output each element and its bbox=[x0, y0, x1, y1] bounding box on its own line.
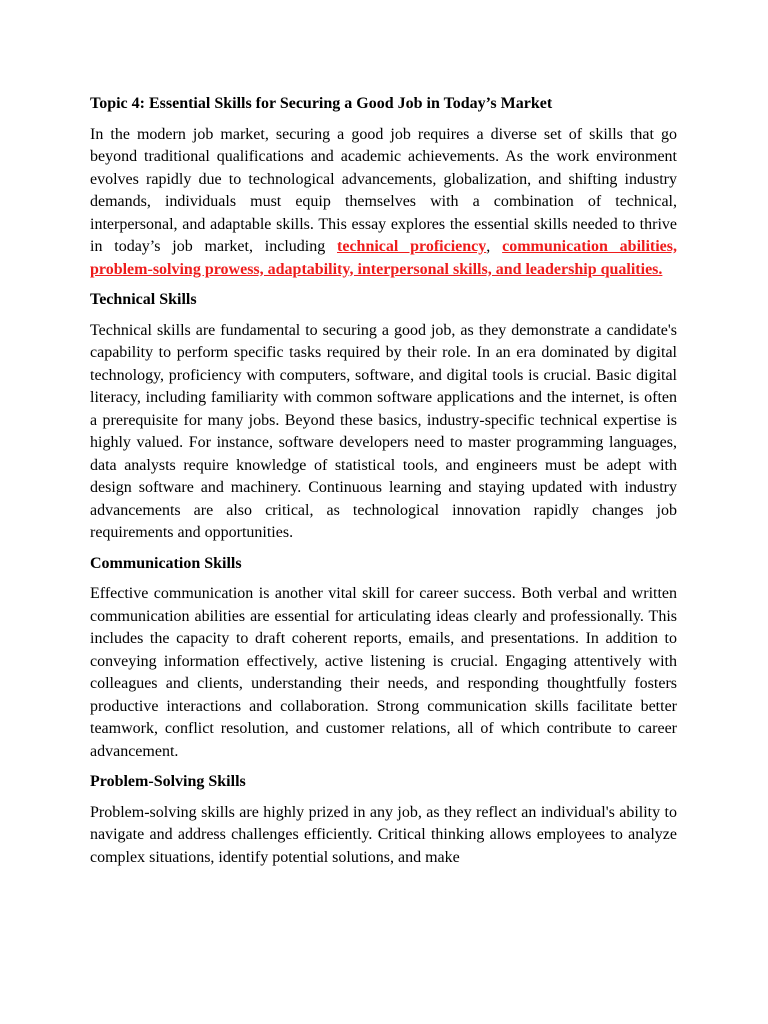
highlight-technical-proficiency: technical proficiency bbox=[337, 238, 487, 255]
section-heading-problem-solving: Problem-Solving Skills bbox=[90, 773, 246, 790]
section-heading-technical: Technical Skills bbox=[90, 291, 197, 308]
section-body-communication: Effective communication is another vital skill for career success. Both verbal and written communication abilities are essential for articulating ideas clearly and professionally. This includes the capacity to draft coherent reports, emails, and presentations. In addition to conveying information effectively, active listening is crucial. Engaging attentively with colleagues and clients, understanding their needs, and responding thoughtfully fosters productive interactions and collaboration. Strong communication skills facilitate better teamwork, conflict resolution, and customer relations, all of which contribute to career advancement. bbox=[90, 585, 677, 760]
section-heading-communication: Communication Skills bbox=[90, 554, 242, 572]
intro-text: In the modern job market, securing a good job requires a diverse set of skills that go beyond traditional qualifications and academic achievements. As the work environment evolves rapidly due to technological advancements, globalization, and shifting industry demands, individuals must equip themselves with a combination of technical, interpersonal, and adaptable skills. This essay explores the essential skills needed to thrive in today’s job market, including bbox=[90, 125, 677, 255]
section-body-problem-solving: Problem-solving skills are highly prized in any job, as they reflect an individual's ability to navigate and address challenges efficiently. Critical thinking allows employees to analyze complex situations, identify potential solutions, and make bbox=[90, 803, 677, 866]
intro-separator: , bbox=[486, 238, 503, 255]
document-page bbox=[90, 93, 677, 877]
highlight-skills-list: communication abilities, problem-solving prowess, adaptability, interpersonal skills, and leadership qualities. bbox=[90, 238, 678, 278]
document-title: Topic 4: Essential Skills for Securing a Good Job in Today’s Market bbox=[90, 95, 553, 112]
section-body-technical: Technical skills are fundamental to securing a good job, as they demonstrate a candidate's capability to perform specific tasks required by their role. In an era dominated by digital technology, proficiency with computers, software, and digital tools is crucial. Basic digital literacy, including familiarity with common software applications and the internet, is often a prerequisite for many jobs. Beyond these basics, industry-specific technical expertise is highly valued. For instance, software developers need to master programming languages, data analysts require knowledge of statistical tools, and engineers must be adept with design software and machinery. Continuous learning and staying updated with industry advancements are also critical, as technological innovation rapidly changes job requirements and opportunities. bbox=[90, 321, 677, 541]
intro-paragraph bbox=[90, 124, 677, 282]
